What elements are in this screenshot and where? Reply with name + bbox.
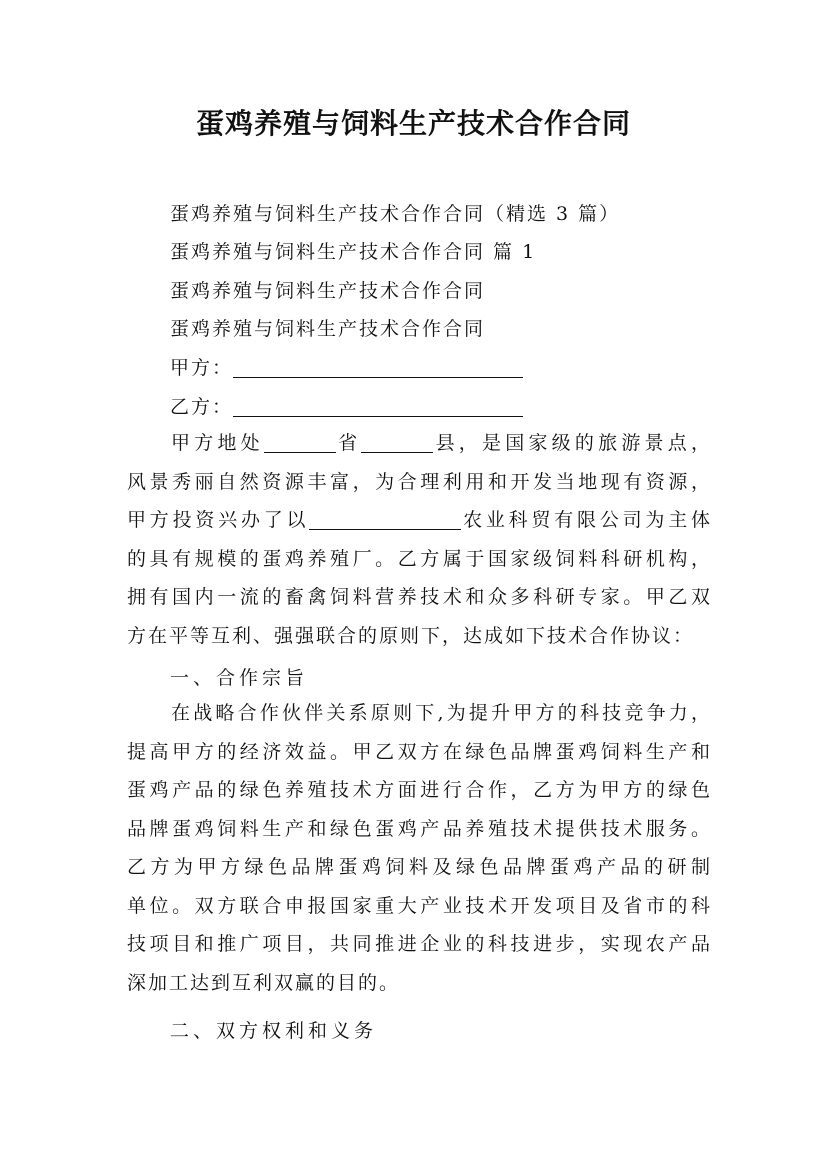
- party-b-label: 乙方：: [170, 396, 234, 418]
- paragraph-purpose: [127, 694, 712, 1002]
- para-line: 品牌蛋鸡饲料生产和绿色蛋鸡产品养殖技术提供技术服务。: [127, 817, 712, 840]
- county-blank: [361, 432, 433, 453]
- para-line: 拥有国内一流的畜禽饲料营养技术和众多科研专家。甲乙双: [127, 586, 712, 608]
- para-line: 在战略合作伙伴关系原则下,为提升甲方的科技竞争力，: [171, 702, 712, 724]
- para-line: 提高甲方的经济效益。甲乙双方在绿色品牌蛋鸡饲料生产和: [127, 740, 712, 763]
- intro-line-3: 蛋鸡养殖与饲料生产技术合作合同: [170, 280, 486, 302]
- party-a-blank: [233, 357, 523, 378]
- party-a-line: [170, 353, 523, 380]
- province-blank: [264, 432, 336, 453]
- para-line: 风景秀丽自然资源丰富，为合理利用和开发当地现有资源，: [127, 470, 712, 493]
- party-b-line: [170, 392, 523, 419]
- para-line: 蛋鸡产品的绿色养殖技术方面进行合作，乙方为甲方的绿色: [127, 779, 712, 801]
- para-line: 甲方地处 省 县，是国家级的旅游景点，: [171, 432, 712, 454]
- party-b-blank: [233, 396, 523, 417]
- para-line: 深加工达到互利双赢的目的。: [127, 971, 401, 994]
- para-line: 技项目和推广项目，共同推进企业的科技进步，实现农产品: [127, 933, 712, 955]
- para-line: 的具有规模的蛋鸡养殖厂。乙方属于国家级饲料科研机构，: [127, 547, 712, 570]
- para-line: 单位。双方联合申报国家重大产业技术开发项目及省市的科: [127, 894, 712, 917]
- intro-line-2: 蛋鸡养殖与饲料生产技术合作合同 篇 1: [170, 241, 537, 263]
- company-blank: [309, 509, 461, 530]
- intro-line-1: 蛋鸡养殖与饲料生产技术合作合同（精选 3 篇）: [170, 203, 621, 225]
- para-line: 乙方为甲方绿色品牌蛋鸡饲料及绿色品牌蛋鸡产品的研制: [127, 856, 712, 878]
- section-1-heading: 一、合作宗旨: [170, 667, 309, 689]
- para-line: 甲方投资兴办了以 农业科贸有限公司为主体: [127, 509, 712, 531]
- paragraph-parties: [127, 424, 712, 655]
- section-2-heading: 二、双方权利和义务: [170, 1020, 378, 1042]
- party-a-label: 甲方：: [170, 357, 234, 379]
- document-title: 蛋鸡养殖与饲料生产技术合作合同: [195, 107, 631, 140]
- intro-line-4: 蛋鸡养殖与饲料生产技术合作合同: [170, 318, 486, 340]
- para-line: 方在平等互利、强强联合的原则下，达成如下技术合作协议：: [127, 624, 695, 647]
